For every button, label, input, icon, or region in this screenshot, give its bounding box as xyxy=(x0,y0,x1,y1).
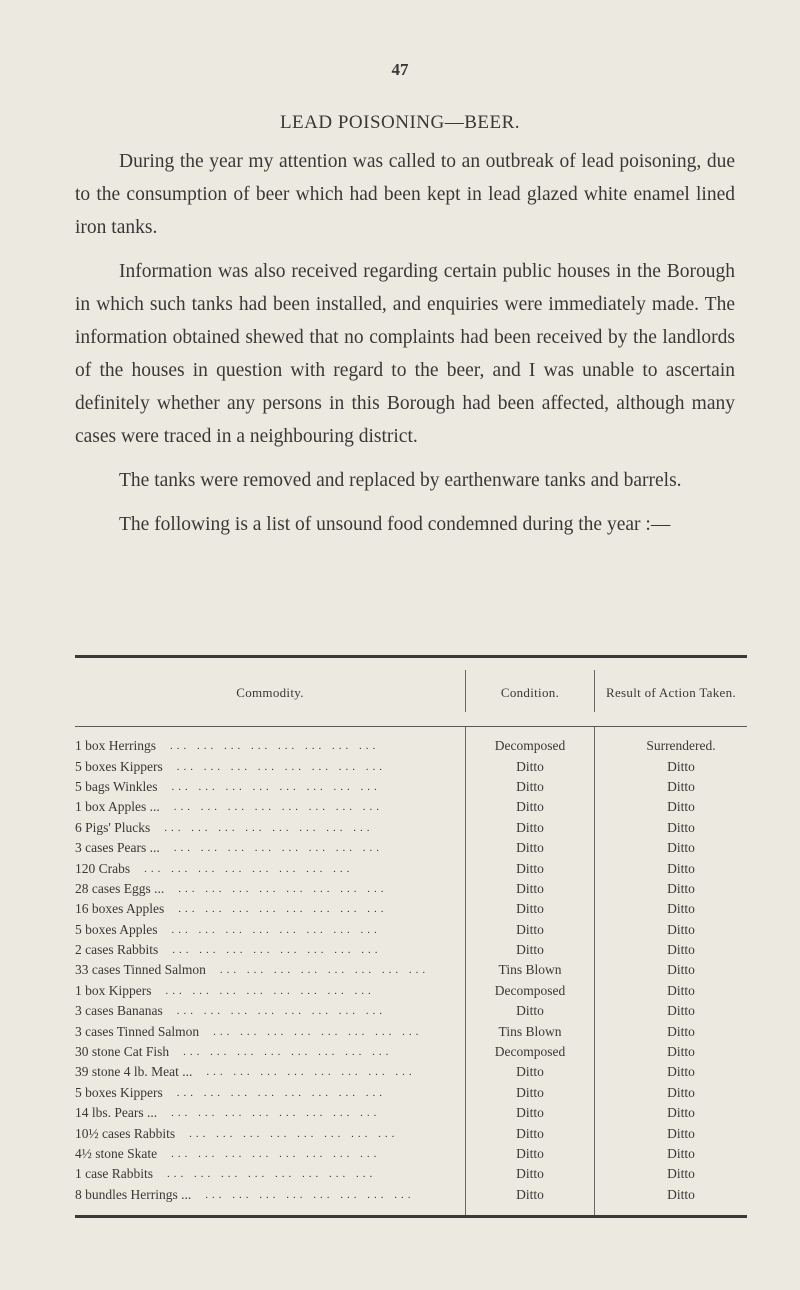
header-condition: Condition. xyxy=(500,684,560,700)
cell-commodity-wrap xyxy=(75,1085,465,1101)
cell-condition: Decomposed xyxy=(494,982,566,998)
dot-leader: ... ... ... ... ... ... ... ... xyxy=(165,984,375,997)
dot-leader: ... ... ... ... ... ... ... ... xyxy=(178,882,388,895)
cell-commodity-wrap xyxy=(75,1044,465,1060)
cell-commodity: 1 box Apples ... xyxy=(75,799,160,815)
cell-result: Ditto xyxy=(667,819,695,835)
dot-leader: ... ... ... ... ... ... ... ... xyxy=(176,1005,386,1018)
cell-condition: Ditto xyxy=(516,921,544,937)
dot-leader: ... ... ... ... ... ... ... ... xyxy=(166,1168,377,1181)
cell-commodity-wrap xyxy=(75,983,465,999)
cell-result: Ditto xyxy=(667,942,695,958)
cell-condition: Ditto xyxy=(516,1166,544,1182)
cell-commodity: 5 bags Winkles xyxy=(75,778,158,794)
cell-condition: Ditto xyxy=(516,1125,544,1141)
cell-condition: Ditto xyxy=(516,942,544,958)
cell-commodity: 39 stone 4 lb. Meat ... xyxy=(75,1064,193,1080)
table-row xyxy=(75,960,747,980)
table-row xyxy=(75,1062,747,1082)
cell-result: Ditto xyxy=(667,799,695,815)
cell-commodity: 5 boxes Kippers xyxy=(75,758,163,774)
cell-commodity: 5 boxes Kippers xyxy=(75,1084,163,1100)
cell-condition: Ditto xyxy=(516,758,544,774)
cell-commodity: 33 cases Tinned Salmon xyxy=(75,962,206,978)
cell-condition: Ditto xyxy=(516,1003,544,1019)
cell-commodity-wrap xyxy=(75,881,465,897)
cell-result: Ditto xyxy=(667,962,695,978)
table-row xyxy=(75,1103,747,1123)
cell-condition: Ditto xyxy=(516,1146,544,1161)
dot-leader: ... ... ... ... ... ... ... ... xyxy=(205,1188,415,1201)
cell-commodity: 30 stone Cat Fish xyxy=(75,1044,170,1060)
body-divider-2 xyxy=(594,727,595,1215)
cell-commodity: 5 boxes Apples xyxy=(75,921,158,937)
cell-result: Ditto xyxy=(667,778,695,794)
cell-commodity-wrap xyxy=(75,1187,465,1203)
cell-result: Ditto xyxy=(667,1064,695,1080)
cell-commodity-wrap xyxy=(75,1126,465,1142)
table-bottom-rule xyxy=(75,1215,747,1218)
condemned-food-table xyxy=(75,655,747,1218)
table-row xyxy=(75,818,747,838)
dot-leader: ... ... ... ... ... ... ... ... xyxy=(144,862,354,875)
cell-condition: Ditto xyxy=(516,840,544,856)
body-divider-1 xyxy=(465,727,466,1215)
cell-commodity: 2 cases Rabbits xyxy=(75,942,159,958)
cell-result: Ditto xyxy=(667,1023,695,1039)
table-row xyxy=(75,1042,747,1062)
cell-commodity-wrap xyxy=(75,942,465,958)
paragraph-2: Information was also received regarding certain public houses in the Borough in which such tanks had been installed, and enquiries were immediately made. The information obtained shewed that no complaints had been received by the landlords of the houses in question with regard to the beer, and I was unable to ascertain definitely whether any persons in this Borough had been affected, although many cases were traced in a neighbouring district. xyxy=(75,261,735,447)
cell-commodity: 6 Pigs' Plucks xyxy=(75,819,151,835)
cell-result: Ditto xyxy=(667,1003,695,1019)
cell-commodity: 1 case Rabbits xyxy=(75,1166,153,1182)
cell-commodity: 14 lbs. Pears ... xyxy=(75,1105,158,1121)
header-divider-1 xyxy=(465,670,466,712)
header-commodity: Commodity. xyxy=(236,684,304,700)
cell-condition: Ditto xyxy=(516,819,544,835)
table-header xyxy=(75,658,747,726)
cell-condition: Ditto xyxy=(516,1084,544,1100)
paragraph-4: The following is a list of unsound food condemned during the year :— xyxy=(119,514,671,535)
cell-condition: Ditto xyxy=(516,799,544,815)
table-row xyxy=(75,1185,747,1205)
table-row xyxy=(75,858,747,878)
dot-leader: ... ... ... ... ... ... ... ... xyxy=(172,944,382,957)
dot-leader: ... ... ... ... ... ... ... ... xyxy=(171,923,381,936)
cell-condition: Ditto xyxy=(516,1186,544,1202)
dot-leader: ... ... ... ... ... ... ... ... xyxy=(173,801,384,814)
cell-result: Ditto xyxy=(667,1146,695,1161)
dot-leader: ... ... ... ... ... ... ... ... xyxy=(171,1107,381,1120)
cell-result: Ditto xyxy=(667,901,695,917)
table-row xyxy=(75,777,747,797)
table-row xyxy=(75,1123,747,1143)
table-row xyxy=(75,1021,747,1041)
cell-result: Ditto xyxy=(667,1166,695,1182)
dot-leader: ... ... ... ... ... ... ... ... xyxy=(189,1127,399,1140)
dot-leader: ... ... ... ... ... ... ... ... xyxy=(171,1148,381,1160)
cell-commodity-wrap xyxy=(75,1003,465,1019)
dot-leader: ... ... ... ... ... ... ... ... xyxy=(176,760,386,773)
cell-commodity-wrap xyxy=(75,1166,465,1182)
table-row xyxy=(75,838,747,858)
table-row xyxy=(75,899,747,919)
cell-commodity: 120 Crabs xyxy=(75,860,131,876)
table-row xyxy=(75,1083,747,1103)
page-number: 47 xyxy=(391,60,409,79)
header-divider-2 xyxy=(594,670,595,712)
cell-commodity: 3 cases Bananas xyxy=(75,1003,163,1019)
table-row xyxy=(75,981,747,1001)
cell-commodity-wrap xyxy=(75,1146,465,1162)
cell-result: Ditto xyxy=(667,1186,695,1202)
paragraph-3: The tanks were removed and replaced by earthenware tanks and barrels. xyxy=(119,470,682,491)
cell-result: Ditto xyxy=(667,982,695,998)
cell-result: Ditto xyxy=(667,921,695,937)
dot-leader: ... ... ... ... ... ... ... ... xyxy=(213,1025,423,1038)
cell-commodity-wrap xyxy=(75,820,465,836)
cell-commodity: 1 box Kippers xyxy=(75,982,152,998)
dot-leader: ... ... ... ... ... ... ... ... xyxy=(171,780,381,793)
table-row xyxy=(75,736,747,756)
table-row xyxy=(75,920,747,940)
cell-commodity-wrap xyxy=(75,759,465,775)
cell-condition: Ditto xyxy=(516,901,544,917)
table-row xyxy=(75,1164,747,1184)
cell-commodity: 3 cases Pears ... xyxy=(75,840,160,856)
cell-commodity: 8 bundles Herrings ... xyxy=(75,1186,192,1202)
cell-commodity-wrap xyxy=(75,901,465,917)
cell-commodity-wrap xyxy=(75,962,465,978)
body-text xyxy=(75,145,735,552)
cell-commodity-wrap xyxy=(75,922,465,938)
cell-result: Ditto xyxy=(667,840,695,856)
cell-commodity-wrap xyxy=(75,799,465,815)
cell-commodity: 3 cases Tinned Salmon xyxy=(75,1023,200,1039)
dot-leader: ... ... ... ... ... ... ... ... xyxy=(219,964,430,977)
cell-result: Surrendered. xyxy=(646,738,716,754)
cell-condition: Decomposed xyxy=(494,1044,566,1060)
cell-commodity: 10½ cases Rabbits xyxy=(75,1125,176,1141)
cell-commodity-wrap xyxy=(75,1064,465,1080)
dot-leader: ... ... ... ... ... ... ... ... xyxy=(176,1086,386,1099)
cell-commodity: 16 boxes Apples xyxy=(75,901,165,917)
cell-condition: Tins Blown xyxy=(498,1023,562,1039)
table-row xyxy=(75,940,747,960)
cell-result: Ditto xyxy=(667,758,695,774)
cell-condition: Ditto xyxy=(516,1064,544,1080)
cell-condition: Ditto xyxy=(516,1105,544,1121)
cell-commodity-wrap xyxy=(75,1105,465,1121)
cell-result: Ditto xyxy=(667,880,695,896)
cell-condition: Tins Blown xyxy=(498,962,562,978)
cell-commodity: 1 box Herrings xyxy=(75,738,156,754)
cell-commodity-wrap xyxy=(75,779,465,795)
cell-result: Ditto xyxy=(667,1105,695,1121)
page-heading: LEAD POISONING—BEER. xyxy=(279,112,521,133)
cell-commodity-wrap xyxy=(75,1024,465,1040)
dot-leader: ... ... ... ... ... ... ... ... xyxy=(170,740,380,753)
dot-leader: ... ... ... ... ... ... ... ... xyxy=(178,903,388,916)
table-row xyxy=(75,756,747,776)
paragraph-1: During the year my attention was called to an outbreak of lead poisoning, due to the consumption of beer which had been kept in lead glazed white enamel lined iron tanks. xyxy=(75,151,735,238)
header-result: Result of Action Taken. xyxy=(606,684,736,700)
dot-leader: ... ... ... ... ... ... ... ... xyxy=(173,842,383,855)
cell-result: Ditto xyxy=(667,1125,695,1141)
cell-commodity: 4½ stone Skate xyxy=(75,1146,158,1161)
dot-leader: ... ... ... ... ... ... ... ... xyxy=(164,821,374,834)
cell-commodity: 28 cases Eggs ... xyxy=(75,880,165,896)
cell-condition: Ditto xyxy=(516,860,544,876)
cell-commodity-wrap xyxy=(75,861,465,877)
cell-condition: Ditto xyxy=(516,880,544,896)
dot-leader: ... ... ... ... ... ... ... ... xyxy=(206,1066,416,1079)
table-row xyxy=(75,797,747,817)
cell-condition: Ditto xyxy=(516,778,544,794)
dot-leader: ... ... ... ... ... ... ... ... xyxy=(183,1046,393,1059)
cell-commodity-wrap xyxy=(75,738,465,754)
cell-condition: Decomposed xyxy=(494,738,566,754)
cell-result: Ditto xyxy=(667,1084,695,1100)
table-row xyxy=(75,1001,747,1021)
cell-commodity-wrap xyxy=(75,840,465,856)
cell-result: Ditto xyxy=(667,1044,695,1060)
table-row xyxy=(75,879,747,899)
table-body xyxy=(75,727,747,1215)
cell-result: Ditto xyxy=(667,860,695,876)
table-row xyxy=(75,1144,747,1164)
